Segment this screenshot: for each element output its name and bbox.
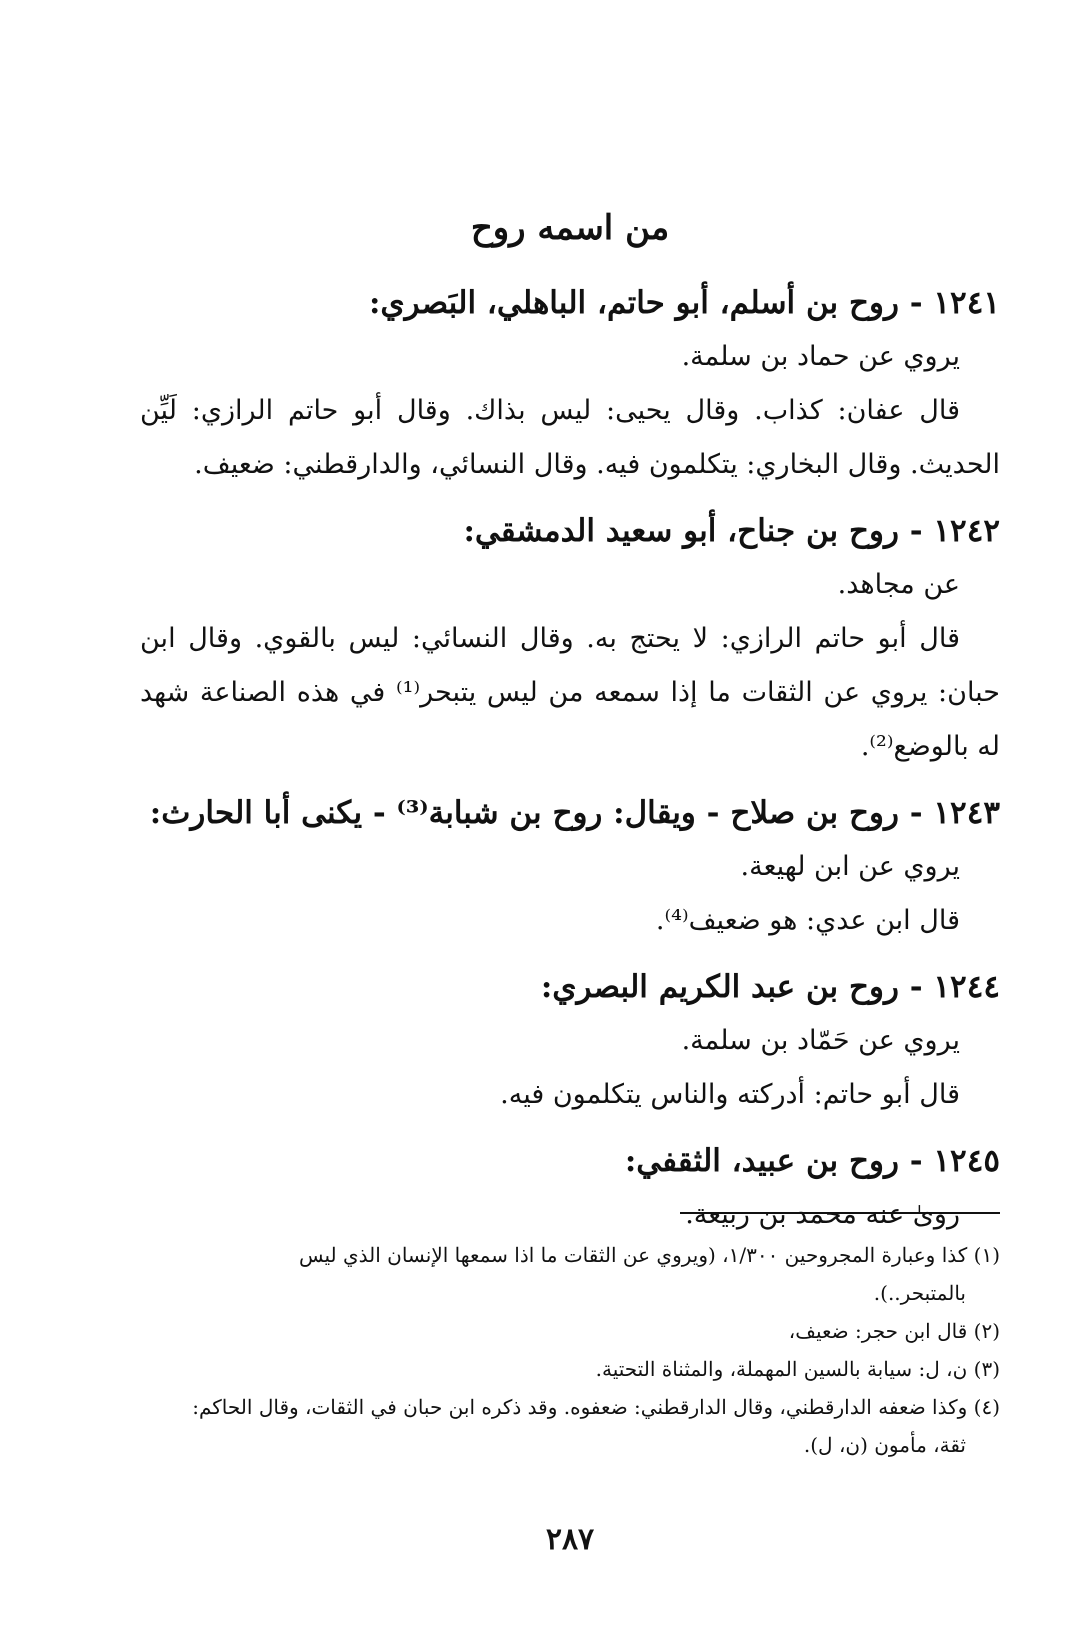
entry-1243 <box>140 786 1000 948</box>
entry-1242 <box>140 504 1000 774</box>
entry-title: - روح بن جناح، أبو سعيد الدمشقي: <box>463 513 923 549</box>
entry-title: - روح بن عبد الكريم البصري: <box>540 969 923 1005</box>
footnote-text: (١) كذا وعبارة المجروحين ١/٣٠٠، (ويروي عن الثقات ما اذا سمعها الإنسان الذي ليس <box>298 1243 1000 1267</box>
entry-1245 <box>140 1134 1000 1242</box>
entry-paragraph: قال عفان: كذاب. وقال يحيى: ليس بذاك. وقال أبو حاتم الرازي: لَيِّن الحديث. وقال البخاري: يتكلمون فيه. وقال النسائي، والدارقطني: ضعيف. <box>140 395 1000 480</box>
entries-list <box>140 276 1000 1254</box>
entry-1244 <box>140 960 1000 1122</box>
entry-line: عن مجاهد. <box>837 569 960 600</box>
entry-number: ١٢٤٢ <box>933 513 1000 549</box>
footnote-text: (٢) قال ابن حجر: ضعيف، <box>788 1319 1000 1343</box>
entry-line: يروي عن حَمّاد بن سلمة. <box>681 1025 960 1056</box>
footnote-text: (٣) ن، ل: سيابة بالسين المهملة، والمثناة التحتية. <box>595 1357 1000 1381</box>
footnotes <box>140 1236 1000 1464</box>
entry-line: يروي عن ابن لهيعة. <box>740 851 960 882</box>
footnote-text: (٤) وكذا ضعفه الدارقطني، وقال الدارقطني: ضعفوه. وقد ذكره ابن حبان في الثقات، وقال الحاكم: <box>192 1395 1000 1419</box>
entry-number: ١٢٤٥ <box>933 1143 1000 1179</box>
footnote-continuation: ثقة، مأمون (ن، ل). <box>803 1433 966 1457</box>
entry-title: - روح بن عبيد، الثقفي: <box>624 1143 923 1179</box>
entry-line: قال ابن عدي: هو ضعيف⁽⁴⁾. <box>655 905 960 936</box>
entry-title: - روح بن صلاح - ويقال: روح بن شبابة⁽³⁾ - يكنى أبا الحارث: <box>149 795 923 831</box>
entry-line: يروي عن حماد بن سلمة. <box>681 341 960 372</box>
entry-number: ١٢٤١ <box>933 285 1000 321</box>
entry-heading <box>140 960 1000 1014</box>
entry-heading <box>140 1134 1000 1188</box>
footnote-1 <box>140 1236 1000 1312</box>
entry-line: روىٰ عنه محمد بن ربيعة. <box>685 1199 960 1230</box>
page-number: ٢٨٧ <box>545 1522 595 1557</box>
book-page <box>140 0 1000 1650</box>
entry-line: قال أبو حاتم: أدركته والناس يتكلمون فيه. <box>500 1079 960 1110</box>
footnote-3 <box>140 1350 1000 1388</box>
entry-number: ١٢٤٣ <box>933 795 1000 831</box>
entry-paragraph: قال أبو حاتم الرازي: لا يحتج به. وقال النسائي: ليس بالقوي. وقال ابن حبان: يروي عن الثقات ما إذا سمعه من ليس يتبحر⁽¹⁾ في هذه الصناعة شهد له بالوضع⁽²⁾. <box>140 623 1001 762</box>
entry-heading <box>140 786 1000 840</box>
entry-heading <box>140 504 1000 558</box>
footnote-2 <box>140 1312 1000 1350</box>
footnote-continuation: بالمتبحر..). <box>873 1281 966 1305</box>
footnote-separator <box>680 1212 1000 1214</box>
section-title: من اسمه روح <box>470 208 670 248</box>
entry-heading <box>140 276 1000 330</box>
entry-number: ١٢٤٤ <box>933 969 1000 1005</box>
footnote-4 <box>140 1388 1000 1464</box>
entry-title: - روح بن أسلم، أبو حاتم، الباهلي، البَصري: <box>368 285 923 321</box>
entry-1241 <box>140 276 1000 492</box>
